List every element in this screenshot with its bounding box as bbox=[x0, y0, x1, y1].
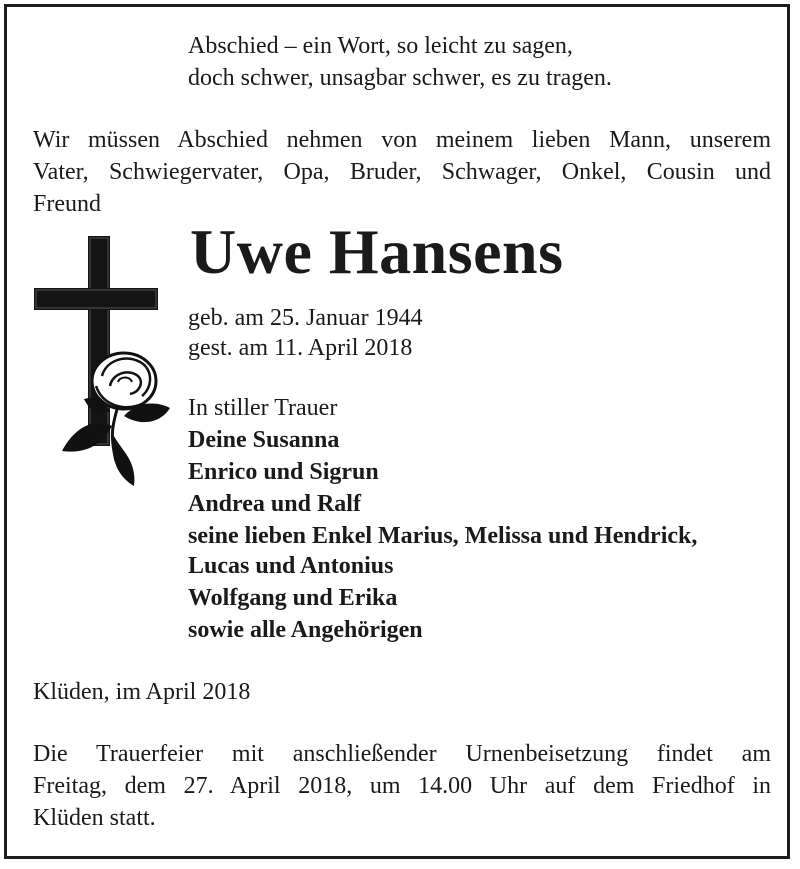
funeral-line-2: Freitag, dem 27. April 2018, um 14.00 Uhr auf dem Friedhof in bbox=[33, 773, 771, 799]
death-date: gest. am 11. April 2018 bbox=[188, 335, 413, 361]
mourner-7: sowie alle Angehörigen bbox=[188, 617, 423, 643]
mourners-heading: In stiller Trauer bbox=[188, 395, 338, 421]
mourner-1: Deine Susanna bbox=[188, 427, 340, 453]
quote-line-2: doch schwer, unsagbar schwer, es zu tragen. bbox=[188, 65, 612, 91]
intro-line-1: Wir müssen Abschied nehmen von meinem lieben Mann, unserem bbox=[33, 127, 771, 153]
mourner-6: Wolfgang und Erika bbox=[188, 585, 398, 611]
mourner-3: Andrea und Ralf bbox=[188, 491, 361, 517]
cross-with-rose-icon bbox=[32, 236, 172, 496]
funeral-line-3: Klüden statt. bbox=[33, 805, 156, 831]
mourner-5: Lucas und Antonius bbox=[188, 553, 394, 579]
intro-line-3: Freund bbox=[33, 191, 101, 217]
mourner-2: Enrico und Sigrun bbox=[188, 459, 379, 485]
intro-line-2: Vater, Schwiegervater, Opa, Bruder, Schwager, Onkel, Cousin und bbox=[33, 159, 771, 185]
funeral-line-1: Die Trauerfeier mit anschließender Urnenbeisetzung findet am bbox=[33, 741, 771, 767]
deceased-name: Uwe Hansens bbox=[190, 216, 564, 287]
place-date: Klüden, im April 2018 bbox=[33, 679, 251, 705]
quote-line-1: Abschied – ein Wort, so leicht zu sagen, bbox=[188, 33, 573, 59]
mourner-4: seine lieben Enkel Marius, Melissa und Hendrick, bbox=[188, 523, 698, 549]
birth-date: geb. am 25. Januar 1944 bbox=[188, 305, 423, 331]
